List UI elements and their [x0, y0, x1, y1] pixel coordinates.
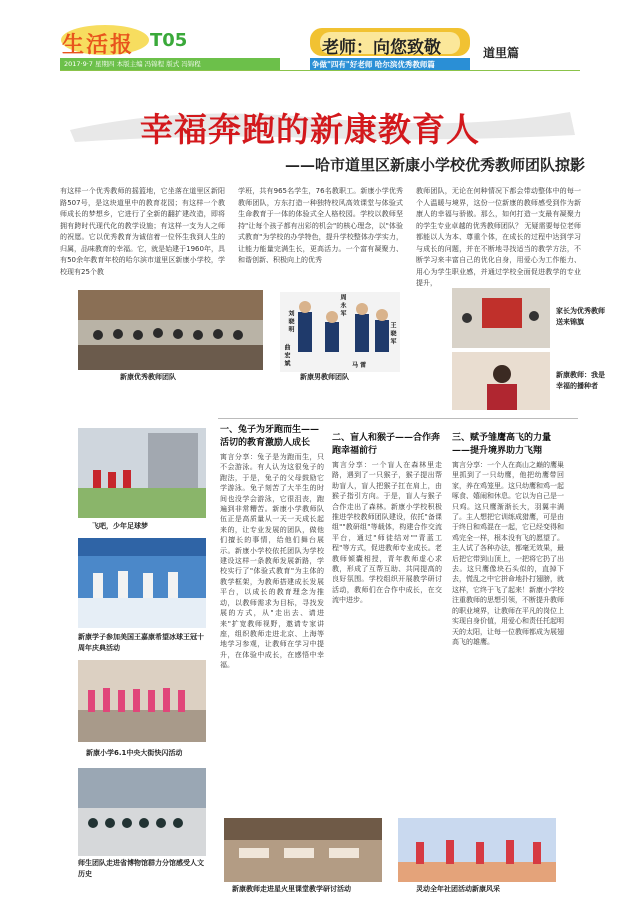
article-1-body: 寓言分享：兔子是为跑而生，只不会游泳。有人认为这很兔子的跑法，于是，兔子的父母鼓励它学游泳。兔子刻苦了大半生的时间也没学会游泳，它很沮丧，跑遍到非常糟苦。新康小学教师队伍正是高质量从一天一天成长起来的，让专业发展的团队，做他们擅长的事情，给他们舞台展示。新康小学校依托团队为学校建设这样一条教师发展新路，学校实行了"体验式教育"为主体的教学框架，为教师搭建成长发展平台，以成长的教育理念为推动，以教师需求为目标，寻找发展的方式，从"走出去、请进来"扩宽教师视野，邀请专家讲座，组织教师走进北京、上海等地学习参观，让教师在学习中提升，在体验中成长，在感悟中幸福。 — [220, 453, 324, 670]
intro-column-3: 教师团队，无论在何种情况下都会带动整体中的每一个人温暖与境界，这份一位新康的教师感受到作为新康人的幸福与骄傲。那么，如何打造一支最有凝聚力的学生专业卓越的优秀教师团队？ 无疑需要每位老师都能以人为本、尊重个体，在成长的过程中达到学习与成长的问题，并在不断地寻找适当的教学方法，不断学习来丰富自己的优化自身，用爱心为工作能力、用心为学生职业感，并通过学校全面促进教学的专业提升， — [416, 187, 581, 287]
photo-caption-hockey: 新康学子参加美国王嘉康希望冰球王冠十周年庆典活动 — [78, 633, 204, 652]
photo-caption-flash-mob: 新康小学6.1中央大街快闪活动 — [86, 749, 183, 757]
photo-clubs — [398, 818, 556, 882]
column-subtitle: 争做"四有"好老师 哈尔滨优秀教师篇 — [312, 60, 435, 69]
photo-banner-gift — [452, 288, 550, 348]
article-3-body: 寓言分享：一个人在高山之巅的鹰巢里抓到了一只幼鹰，他把幼鹰带回家，养在鸡笼里。这只幼鹰和鸡一起啄食、嬉闹和休息。它以为自己是一只鸡。这只鹰渐渐长大，羽翼丰满了。主人想把它训练成猎鹰，可是由于终日和鸡混在一起，它已经变得和鸡完全一样，根本没有飞的愿望了。主人试了各种办法，都毫无效果，最后把它带到山顶上，一把将它扔了出去。这只鹰像块石头似的，直掉下去，慌乱之中它拼命地扑打翅膀，就这样，它终于飞了起来！新康小学校注重教师的思想引领，不断提升教师的职业境界，让教师在平凡的岗位上实现自身价值，用爱心和责任托起明天的太阳，让每一位教师都成为展翅高飞的雄鹰。 — [452, 461, 564, 646]
brand-name: 生活报 — [62, 32, 135, 58]
name-label: 曲 宏 斌 — [283, 344, 290, 367]
photo-caption-clubs: 灵动全年社团活动新康风采 — [416, 885, 500, 893]
name-label: 周 永 军 — [339, 294, 346, 317]
name-label: 王 晓 军 — [389, 322, 396, 345]
section-name: 道里篇 — [483, 46, 520, 60]
name-label: 马 雷 — [352, 362, 367, 369]
photo-caption-banner-gift: 家长为优秀教师送来锦旗 — [556, 307, 605, 326]
photo-football — [78, 428, 206, 518]
photo-caption-football: 飞吧，少年足球梦 — [92, 522, 148, 530]
section-divider — [218, 418, 578, 419]
photo-caption-happy-teacher: 新康教师：我是幸福的播种者 — [556, 371, 605, 390]
photo-museum-visit — [78, 768, 206, 856]
photo-caption-teacher-team: 新康优秀教师团队 — [120, 373, 176, 381]
photo-happy-teacher — [452, 352, 550, 410]
newspaper-header — [0, 0, 640, 70]
photo-teacher-team — [78, 290, 263, 370]
intro-column-1: 有这样一个优秀教师的摇篮地，它坐落在道里区新阳路507号，是这块道里中的教育花园；有这样一个教师成长的梦想乡，它进行了全新的翻扩建改造，即将拥有跨时代现代化的教学设施；有这样一支为人之师的祝愿。它以优秀教育为诚信着一位怀生我到人生的归属，品味教育的幸福。它，就是始建于1960年，具有50余年教育年校的哈尔滨市道里区新康小学校，学校现有25个教 — [60, 187, 225, 276]
column-title: 老师：向您致敬 — [322, 38, 441, 58]
article-3-heading: 三、赋予雏鹰高飞的力量——提升境界助力飞翔 — [452, 433, 552, 456]
article-2-body: 寓言分享：一个盲人在森林里走路，遇到了一只猴子，猴子提出帮助盲人，盲人把猴子扛在肩上，由猴子指引方向。于是，盲人与猴子合作走出了森林。新康小学校积极推进学校教师团队建设，依托"备课组""教研组"等载体，构建合作交流平台，通过"师徒结对""青蓝工程"等方式，促进教师专业成长。老教师倾囊相授，青年教师虚心求教，形成了互帮互助、共同提高的良好氛围。学校组织开展教学研讨活动，教师们在合作中成长，在交流中进步。 — [332, 461, 442, 605]
name-label: 刘 晓 明 — [287, 310, 294, 333]
article-2-heading: 二、盲人和猴子——合作奔跑幸福前行 — [332, 433, 441, 456]
photo-caption-museum: 师生团队走进省博物馆群力分馆感受人文历史 — [78, 859, 204, 878]
photo-caption-seminar: 新康教师走进星火里课堂教学研讨活动 — [232, 885, 351, 893]
subheadline: ——哈市道里区新康小学校优秀教师团队掠影 — [285, 156, 586, 174]
photo-flash-mob — [78, 660, 206, 742]
article-1-heading: 一、兔子为牙跑而生——活切的教育激励人成长 — [220, 425, 320, 448]
header-divider — [60, 70, 580, 71]
photo-male-teachers — [280, 292, 400, 372]
photo-caption-male-teachers: 新康男教师团队 — [300, 373, 349, 381]
photo-hockey-celebration — [78, 538, 206, 628]
headline: 幸福奔跑的新康教育人 — [140, 110, 480, 149]
photo-teaching-seminar — [224, 818, 382, 882]
date-line: 2017·9·7 星期四 本版主编 冯锦程 版式 冯锦程 — [64, 60, 201, 68]
page-code: T05 — [150, 30, 188, 51]
intro-column-2: 学班，共有965名学生，76名教职工。新康小学优秀教师团队，方东打造一种独特校风高效课堂与体验式生命教育于一体的体验式全人格校园。学校以教师坚持"让每个孩子都有出彩的机会"的核心理念，以"体验式教育"为学校的办学特色，提升学校整体办学实力，让能力能量完满生长，更高活力。一个富有凝聚力、和谐创新、积极向上的优秀 — [238, 187, 403, 264]
